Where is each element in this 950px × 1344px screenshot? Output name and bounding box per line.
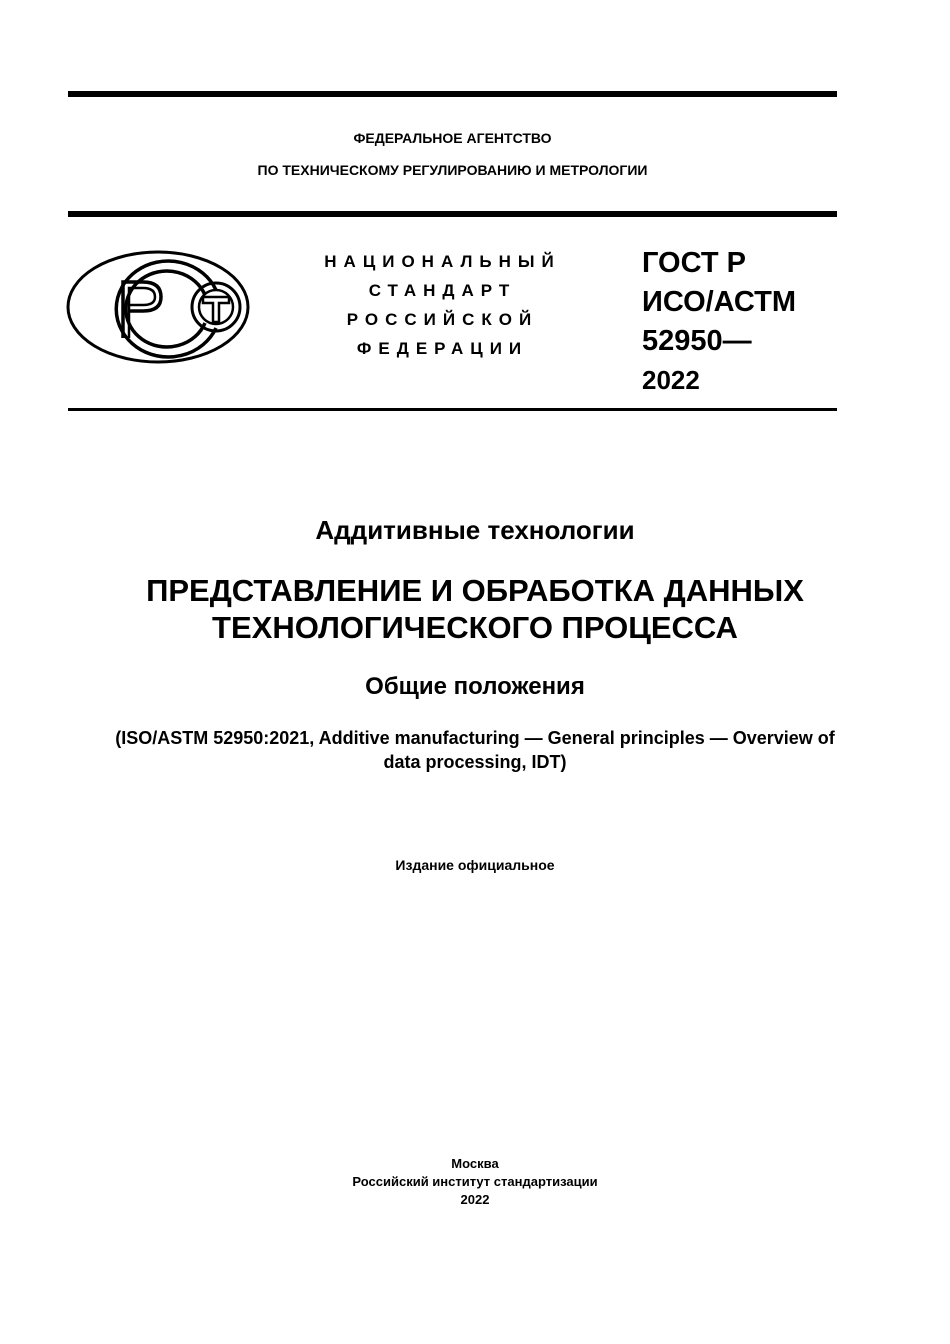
national-standard-label (310, 247, 575, 363)
imprint-year: 2022 (460, 1192, 490, 1207)
main-title-line-1: ПРЕДСТАВЛЕНИЕ И ОБРАБОТКА ДАННЫХ (146, 573, 804, 608)
imprint (40, 1155, 910, 1209)
reference-title (40, 726, 910, 774)
designation-rule (68, 408, 837, 411)
main-title (40, 572, 910, 646)
reference-line-1: (ISO/ASTM 52950:2021, Additive manufacturing — General principles — Overview of (115, 728, 835, 748)
agency-line-1: ФЕДЕРАЛЬНОЕ АГЕНТСТВО (353, 130, 552, 146)
designation-line-3: 52950— (642, 325, 752, 357)
national-standard-line-1: НАЦИОНАЛЬНЫЙ (324, 252, 561, 271)
agency-line-2: ПО ТЕХНИЧЕСКОМУ РЕГУЛИРОВАНИЮ И МЕТРОЛОГИИ (257, 162, 648, 178)
part-title: Общие положения (365, 673, 585, 700)
subject-title: Аддитивные технологии (315, 515, 635, 545)
imprint-city: Москва (451, 1156, 499, 1171)
edition-note: Издание официальное (395, 857, 555, 873)
national-standard-line-3: РОССИЙСКОЙ (346, 310, 539, 329)
designation-line-1: ГОСТ Р (642, 247, 746, 279)
reference-line-2: data processing, IDT) (383, 752, 567, 772)
standard-designation (642, 244, 842, 400)
designation-line-4: 2022 (642, 365, 700, 395)
rst-certification-logo-icon (66, 250, 250, 373)
main-title-line-2: ТЕХНОЛОГИЧЕСКОГО ПРОЦЕССА (212, 610, 738, 645)
top-rule (68, 91, 837, 97)
national-standard-line-4: ФЕДЕРАЦИИ (356, 339, 529, 358)
imprint-publisher: Российский институт стандартизации (352, 1174, 598, 1189)
header-rule (68, 211, 837, 217)
national-standard-line-2: СТАНДАРТ (368, 281, 517, 300)
designation-line-2: ИСО/АСТМ (642, 286, 796, 318)
